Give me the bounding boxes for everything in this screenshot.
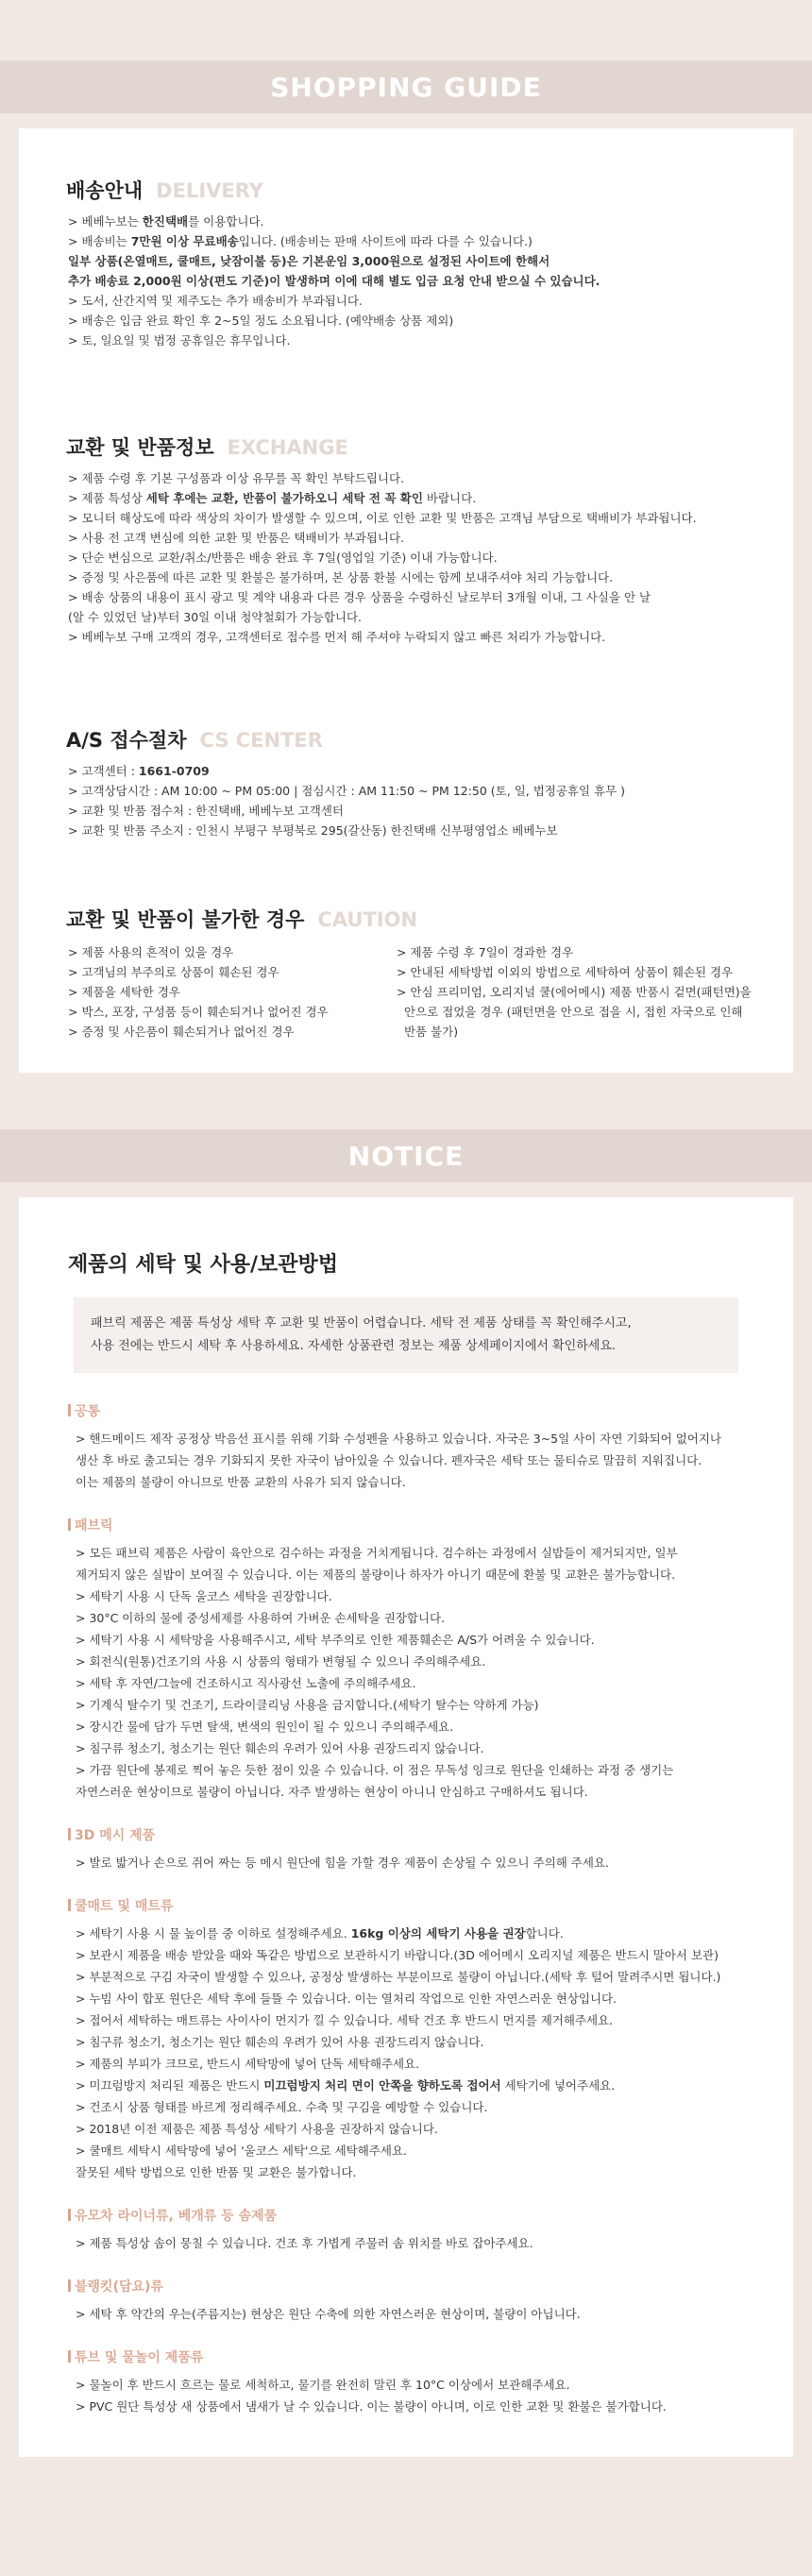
text-segment: (알 수 있었던 날)부터 30일 이내 청약철회가 가능합니다. <box>68 610 363 624</box>
list-item <box>76 1428 765 1449</box>
text-segment: > 보관시 제품을 배송 받았을 때와 똑같은 방법으로 보관하시기 바랍니다.(3D 에어메시 오리지널 제품은 반드시 말아서 보관) <box>76 1948 719 1962</box>
subhead-label: 튜브 및 물놀이 제품류 <box>75 2350 204 2365</box>
notice-group-list <box>76 2232 765 2254</box>
list-item <box>76 1564 765 1585</box>
list-item <box>76 2374 765 2396</box>
caution-left-list <box>68 942 329 1042</box>
text-segment: 를 이용합니다. <box>188 214 264 229</box>
delivery-list <box>68 212 755 350</box>
emphasis-text: 16kg 이상의 세탁기 사용을 권장 <box>350 1926 526 1940</box>
subhead-label: 3D 메시 제품 <box>75 1828 156 1843</box>
list-item <box>68 627 755 647</box>
text-segment: > 제품의 부피가 크므로, 반드시 세탁망에 넣어 단독 세탁해주세요. <box>76 2057 420 2071</box>
notice-subhead <box>68 1401 100 1420</box>
text-segment: > 배송은 입금 완료 확인 후 2~5일 정도 소요됩니다. (예약배송 상품 제외) <box>68 314 454 328</box>
subhead-label: 공통 <box>75 1404 101 1419</box>
text-segment: 자연스러운 현상이므로 불량이 아닙니다. 자주 발생하는 현상이 아니니 안심하고 구매하셔도 됩니다. <box>76 1785 588 1799</box>
list-item <box>68 821 755 840</box>
list-item: > 제품 수령 후 7일이 경과한 경우 <box>397 945 574 959</box>
exchange-list <box>68 468 755 647</box>
text-segment: > 세탁 후 약간의 우는(주름지는) 현상은 원단 수축에 의한 자연스러운 현상이며, 불량이 아닙니다. <box>76 2307 581 2321</box>
list-item <box>68 311 755 330</box>
text-segment: 입니다. (배송비는 판매 사이트에 따라 다를 수 있습니다.) <box>238 234 533 248</box>
list-item <box>76 1542 765 1564</box>
list-item <box>76 2140 765 2161</box>
list-item: > 증정 및 사은품이 훼손되거나 없어진 경우 <box>68 1025 295 1039</box>
notice-panel <box>19 1197 793 2457</box>
list-item <box>68 568 755 587</box>
emphasis-text: 1661-0709 <box>138 764 210 778</box>
text-segment: 제거되지 않은 실밥이 보여질 수 있습니다. 이는 제품의 불량이나 하자가 아니기 때문에 환불 및 교환은 불가능합니다. <box>76 1568 676 1582</box>
text-segment: 합니다. <box>525 1926 564 1940</box>
text-segment: > 장시간 물에 담가 두면 탈색, 변색의 원인이 될 수 있으니 주의해주세요. <box>76 1720 454 1734</box>
text-segment: > 접어서 세탁하는 매트류는 사이사이 먼지가 낄 수 있습니다. 세탁 건조 후 반드시 먼지를 제거해주세요. <box>76 2013 614 2027</box>
cs-heading: A/S 접수절차 CS CENTER <box>66 729 323 752</box>
notice-subhead <box>68 1896 173 1915</box>
list-item <box>76 1759 765 1781</box>
list-item: > 박스, 포장, 구성품 등이 훼손되거나 없어진 경우 <box>68 1005 329 1019</box>
text-segment: > 가끔 원단에 봉제로 찍어 놓은 듯한 점이 있을 수 있습니다. 이 점은 무독성 잉크로 원단을 인쇄하는 과정 중 생기는 <box>76 1763 674 1777</box>
list-item <box>68 212 755 231</box>
subhead-marker <box>68 2350 71 2363</box>
list-item <box>76 1607 765 1629</box>
list-item: > 제품을 세탁한 경우 <box>68 985 180 999</box>
subhead-marker <box>68 1828 71 1840</box>
list-item <box>76 1781 765 1803</box>
list-item: > 고객님의 부주의로 상품이 훼손된 경우 <box>68 965 279 979</box>
emphasis-text: 미끄럼방지 처리 면이 안쪽을 향하도록 접어서 <box>263 2078 501 2093</box>
list-item <box>68 330 755 350</box>
subhead-marker <box>68 1518 71 1531</box>
list-item <box>76 1966 765 1988</box>
text-segment: 바랍니다. <box>422 491 477 505</box>
notice-callout <box>74 1297 738 1373</box>
notice-subhead <box>68 2277 163 2296</box>
subhead-label: 쿨매트 및 매트류 <box>75 1899 174 1914</box>
text-segment: > 배송비는 <box>68 234 131 248</box>
text-segment: > 발로 밟거나 손으로 쥐어 짜는 등 메시 원단에 힘을 가할 경우 제품이 손상될 수 있으니 주의해 주세요. <box>76 1856 609 1870</box>
caution-heading: 교환 및 반품이 불가한 경우 CAUTION <box>66 908 418 931</box>
list-item <box>76 1651 765 1672</box>
list-item <box>76 1716 765 1737</box>
list-item <box>76 1449 765 1471</box>
subhead-label: 패브릭 <box>75 1518 113 1534</box>
list-item <box>68 231 755 251</box>
list-item: > 안내된 세탁방법 이외의 방법으로 세탁하여 상품이 훼손된 경우 <box>397 965 734 979</box>
text-segment: > 토, 일요일 및 법정 공휴일은 휴무입니다. <box>68 333 291 347</box>
text-segment: 이는 제품의 불량이 아니므로 반품 교환의 사유가 되지 않습니다. <box>76 1475 406 1489</box>
delivery-heading: 배송안내 DELIVERY <box>66 179 263 202</box>
subhead-marker <box>68 1404 71 1416</box>
exchange-heading: 교환 및 반품정보 EXCHANGE <box>66 436 348 459</box>
list-item <box>76 2075 765 2096</box>
text-segment: > 누빔 사이 합포 원단은 세탁 후에 들뜰 수 있습니다. 이는 열처리 작업으로 인한 자연스러운 현상입니다. <box>76 1991 617 2006</box>
list-item <box>68 508 755 528</box>
text-segment: > 세탁기 사용 시 물 높이를 중 이하로 설정해주세요. <box>76 1926 351 1940</box>
list-item <box>76 1629 765 1651</box>
text-segment: > 제품 특성상 <box>68 491 146 505</box>
list-item <box>76 1694 765 1716</box>
text-segment: > 도서, 산간지역 및 제주도는 추가 배송비가 부과됩니다. <box>68 294 363 308</box>
notice-group-list <box>76 1428 765 1493</box>
subhead-marker <box>68 1899 71 1911</box>
notice-group-list <box>76 2303 765 2325</box>
list-item <box>76 1988 765 2009</box>
list-item <box>76 2118 765 2140</box>
list-item <box>68 548 755 568</box>
callout-line: 사용 전에는 반드시 세탁 후 사용하세요. 자세한 상품관련 정보는 제품 상세페이지에서 확인하세요. <box>91 1339 617 1353</box>
notice-group-list <box>76 1923 765 2183</box>
text-segment: > 쿨매트 세탁시 세탁망에 넣어 '울코스 세탁'으로 세탁해주세요. <box>76 2144 408 2158</box>
list-item <box>68 801 755 821</box>
list-item <box>68 488 755 508</box>
text-segment: > 교환 및 반품 주소지 : 인천시 부평구 부평북로 295(갈산동) 한진택배 신부평영업소 베베누보 <box>68 823 558 838</box>
text-segment: > 고객센터 : <box>68 764 139 778</box>
subhead-marker <box>68 2279 71 2292</box>
list-item <box>68 761 755 781</box>
text-segment: > 교환 및 반품 접수처 : 한진택배, 베베누보 고객센터 <box>68 804 344 818</box>
text-segment: > 미끄럼방지 처리된 제품은 반드시 <box>76 2078 264 2093</box>
text-segment: > 30°C 이하의 물에 중성세제를 사용하여 가벼운 손세탁을 권장합니다. <box>76 1611 446 1625</box>
shopping-guide-section <box>0 0 812 1067</box>
text-segment: > 2018년 이전 제품은 제품 특성상 세탁기 사용을 권장하지 않습니다. <box>76 2122 438 2136</box>
list-item <box>76 2232 765 2254</box>
list-item <box>76 1672 765 1694</box>
list-item <box>76 2303 765 2325</box>
text-segment: 세탁기에 넣어주세요. <box>500 2078 616 2093</box>
list-item <box>76 1471 765 1493</box>
text-segment: > 단순 변심으로 교환/취소/반품은 배송 완료 후 7일(영업일 기준) 이내 가능합니다. <box>68 551 498 565</box>
emphasis-text: 한진택배 <box>142 214 189 229</box>
list-item <box>68 781 755 801</box>
notice-heading: 제품의 세탁 및 사용/보관방법 <box>68 1253 339 1277</box>
notice-subhead <box>68 1516 113 1534</box>
cs-list <box>68 761 755 840</box>
list-item <box>68 587 755 607</box>
list-item <box>68 607 755 627</box>
text-segment: > 건조시 상품 형태를 바르게 정리해주세요. 수축 및 구김을 예방할 수 있습니다. <box>76 2100 488 2114</box>
text-segment: > 배송 상품의 내용이 표시 광고 및 계약 내용과 다른 경우 상품을 수령하신 날로부터 3개월 이내, 그 사실을 안 날 <box>68 590 651 604</box>
text-segment: > 사용 전 고객 변심에 의한 교환 및 반품은 택배비가 부과됩니다. <box>68 531 405 545</box>
list-item <box>76 2096 765 2118</box>
emphasis-text: 세탁 후에는 교환, 반품이 불가하오니 세탁 전 꼭 확인 <box>145 491 423 505</box>
list-item: 안으로 접었을 경우 (패턴면을 안으로 접을 시, 접힌 자국으로 인해 <box>397 1005 743 1019</box>
emphasis-text: 추가 배송료 2,000원 이상(편도 기준)이 발생하며 이에 대해 별도 입금 요청 안내 받으실 수 있습니다. <box>68 274 601 288</box>
subhead-label: 블랭킷(담요)류 <box>75 2279 163 2295</box>
list-item <box>68 271 755 291</box>
list-item <box>76 2161 765 2183</box>
list-item <box>68 291 755 311</box>
list-item: > 제품 사용의 흔적이 있을 경우 <box>68 945 234 959</box>
list-item <box>68 251 755 271</box>
notice-title: NOTICE <box>347 1140 465 1172</box>
notice-group-list <box>76 2374 765 2417</box>
text-segment: > 세탁기 사용 시 단독 울코스 세탁을 권장합니다. <box>76 1589 332 1603</box>
caution-right-list <box>397 942 752 1042</box>
emphasis-text: 7만원 이상 무료배송 <box>130 234 239 248</box>
subhead-marker <box>68 2209 71 2221</box>
subhead-label: 유모차 라이너류, 베개류 등 솜제품 <box>75 2209 278 2224</box>
list-item <box>76 1585 765 1607</box>
text-segment: > 제품 특성상 솜이 뭉칠 수 있습니다. 건조 후 가볍게 주물러 솜 위치를 바로 잡아주세요. <box>76 2236 533 2250</box>
callout-line: 패브릭 제품은 제품 특성상 세탁 후 교환 및 반품이 어렵습니다. 세탁 전 제품 상태를 꼭 확인해주시고, <box>91 1316 632 1330</box>
notice-subhead <box>68 2206 277 2225</box>
list-item: > 안심 프리미엄, 오리지널 쿨(에어메시) 제품 반품시 겉면(패턴면)을 <box>397 985 752 999</box>
list-item <box>76 2009 765 2031</box>
list-item <box>76 2031 765 2053</box>
text-segment: 생산 후 바로 출고되는 경우 기화되지 못한 자국이 남아있을 수 있습니다. 펜자국은 세탁 또는 물티슈로 말끔히 지워집니다. <box>76 1453 702 1467</box>
text-segment: > 물놀이 후 반드시 흐르는 물로 세척하고, 물기를 완전히 말린 후 10°C 이상에서 보관해주세요. <box>76 2378 570 2392</box>
text-segment: > 제품 수령 후 기본 구성품과 이상 유무를 꼭 확인 부탁드립니다. <box>68 471 405 485</box>
shopping-guide-header <box>0 60 812 113</box>
text-segment: > 부분적으로 구김 자국이 발생할 수 있으나, 공정상 발생하는 부분이므로 불량이 아닙니다.(세탁 후 털어 말려주시면 됩니다.) <box>76 1970 721 1984</box>
list-item <box>76 2053 765 2075</box>
list-item <box>76 2396 765 2417</box>
text-segment: > 핸드메이드 제작 공정상 박음선 표시를 위해 기화 수성펜을 사용하고 있습니다. 자국은 3~5일 사이 자연 기화되어 없어지나 <box>76 1432 722 1446</box>
emphasis-text: 일부 상품(온열매트, 쿨매트, 낮잠이불 등)은 기본운임 3,000원으로 설정된 사이트에 한해서 <box>68 254 550 268</box>
list-item <box>76 1737 765 1759</box>
list-item <box>76 1852 765 1873</box>
shopping-guide-title: SHOPPING GUIDE <box>270 71 542 103</box>
list-item: 반품 불가) <box>397 1025 459 1039</box>
list-item <box>76 1923 765 1944</box>
notice-subhead <box>68 1825 155 1844</box>
text-segment: > 베베누보 구매 고객의 경우, 고객센터로 접수를 먼저 해 주셔야 누락되지 않고 빠른 처리가 가능합니다. <box>68 630 606 644</box>
text-segment: > 세탁기 사용 시 세탁망을 사용해주시고, 세탁 부주의로 인한 제품훼손은 A/S가 어려울 수 있습니다. <box>76 1633 595 1647</box>
notice-subhead <box>68 2347 203 2366</box>
text-segment: > 회전식(원통)건조기의 사용 시 상품의 형태가 변형될 수 있으니 주의해주세요. <box>76 1654 486 1669</box>
notice-header <box>0 1129 812 1182</box>
list-item <box>68 528 755 548</box>
text-segment: > 증정 및 사은품에 따른 교환 및 환불은 불가하며, 본 상품 환불 시에는 함께 보내주셔야 처리 가능합니다. <box>68 570 614 585</box>
text-segment: > PVC 원단 특성상 새 상품에서 냄새가 날 수 있습니다. 이는 불량이 아니며, 이로 인한 교환 및 환불은 불가합니다. <box>76 2399 667 2414</box>
text-segment: > 기계식 탈수기 및 건조기, 드라이클리닝 사용을 금지합니다.(세탁기 탈수는 약하게 가능) <box>76 1698 539 1712</box>
text-segment: > 세탁 후 자연/그늘에 건조하시고 직사광선 노출에 주의해주세요. <box>76 1676 416 1690</box>
list-item <box>68 468 755 488</box>
list-item <box>76 1944 765 1966</box>
notice-group-list <box>76 1542 765 1803</box>
text-segment: 잘못된 세탁 방법으로 인한 반품 및 교환은 불가합니다. <box>76 2165 357 2179</box>
notice-group-list <box>76 1852 765 1873</box>
text-segment: > 침구류 청소기, 청소기는 원단 훼손의 우려가 있어 사용 권장드리지 않습니다. <box>76 1741 484 1755</box>
text-segment: > 침구류 청소기, 청소기는 원단 훼손의 우려가 있어 사용 권장드리지 않습니다. <box>76 2035 484 2049</box>
shopping-guide-panel <box>19 128 793 1073</box>
text-segment: > 베베누보는 <box>68 214 143 229</box>
text-segment: > 고객상담시간 : AM 10:00 ~ PM 05:00 | 점심시간 : AM 11:50 ~ PM 12:50 (토, 일, 법정공휴일 휴무 ) <box>68 784 626 798</box>
text-segment: > 모니터 해상도에 따라 색상의 차이가 발생할 수 있으며, 이로 인한 교환 및 반품은 고객님 부담으로 택배비가 부과됩니다. <box>68 511 697 525</box>
notice-section <box>0 1067 812 2463</box>
text-segment: > 모든 패브릭 제품은 사람이 육안으로 검수하는 과정을 거치게됩니다. 검수하는 과정에서 실밥들이 제거되지만, 일부 <box>76 1546 678 1560</box>
